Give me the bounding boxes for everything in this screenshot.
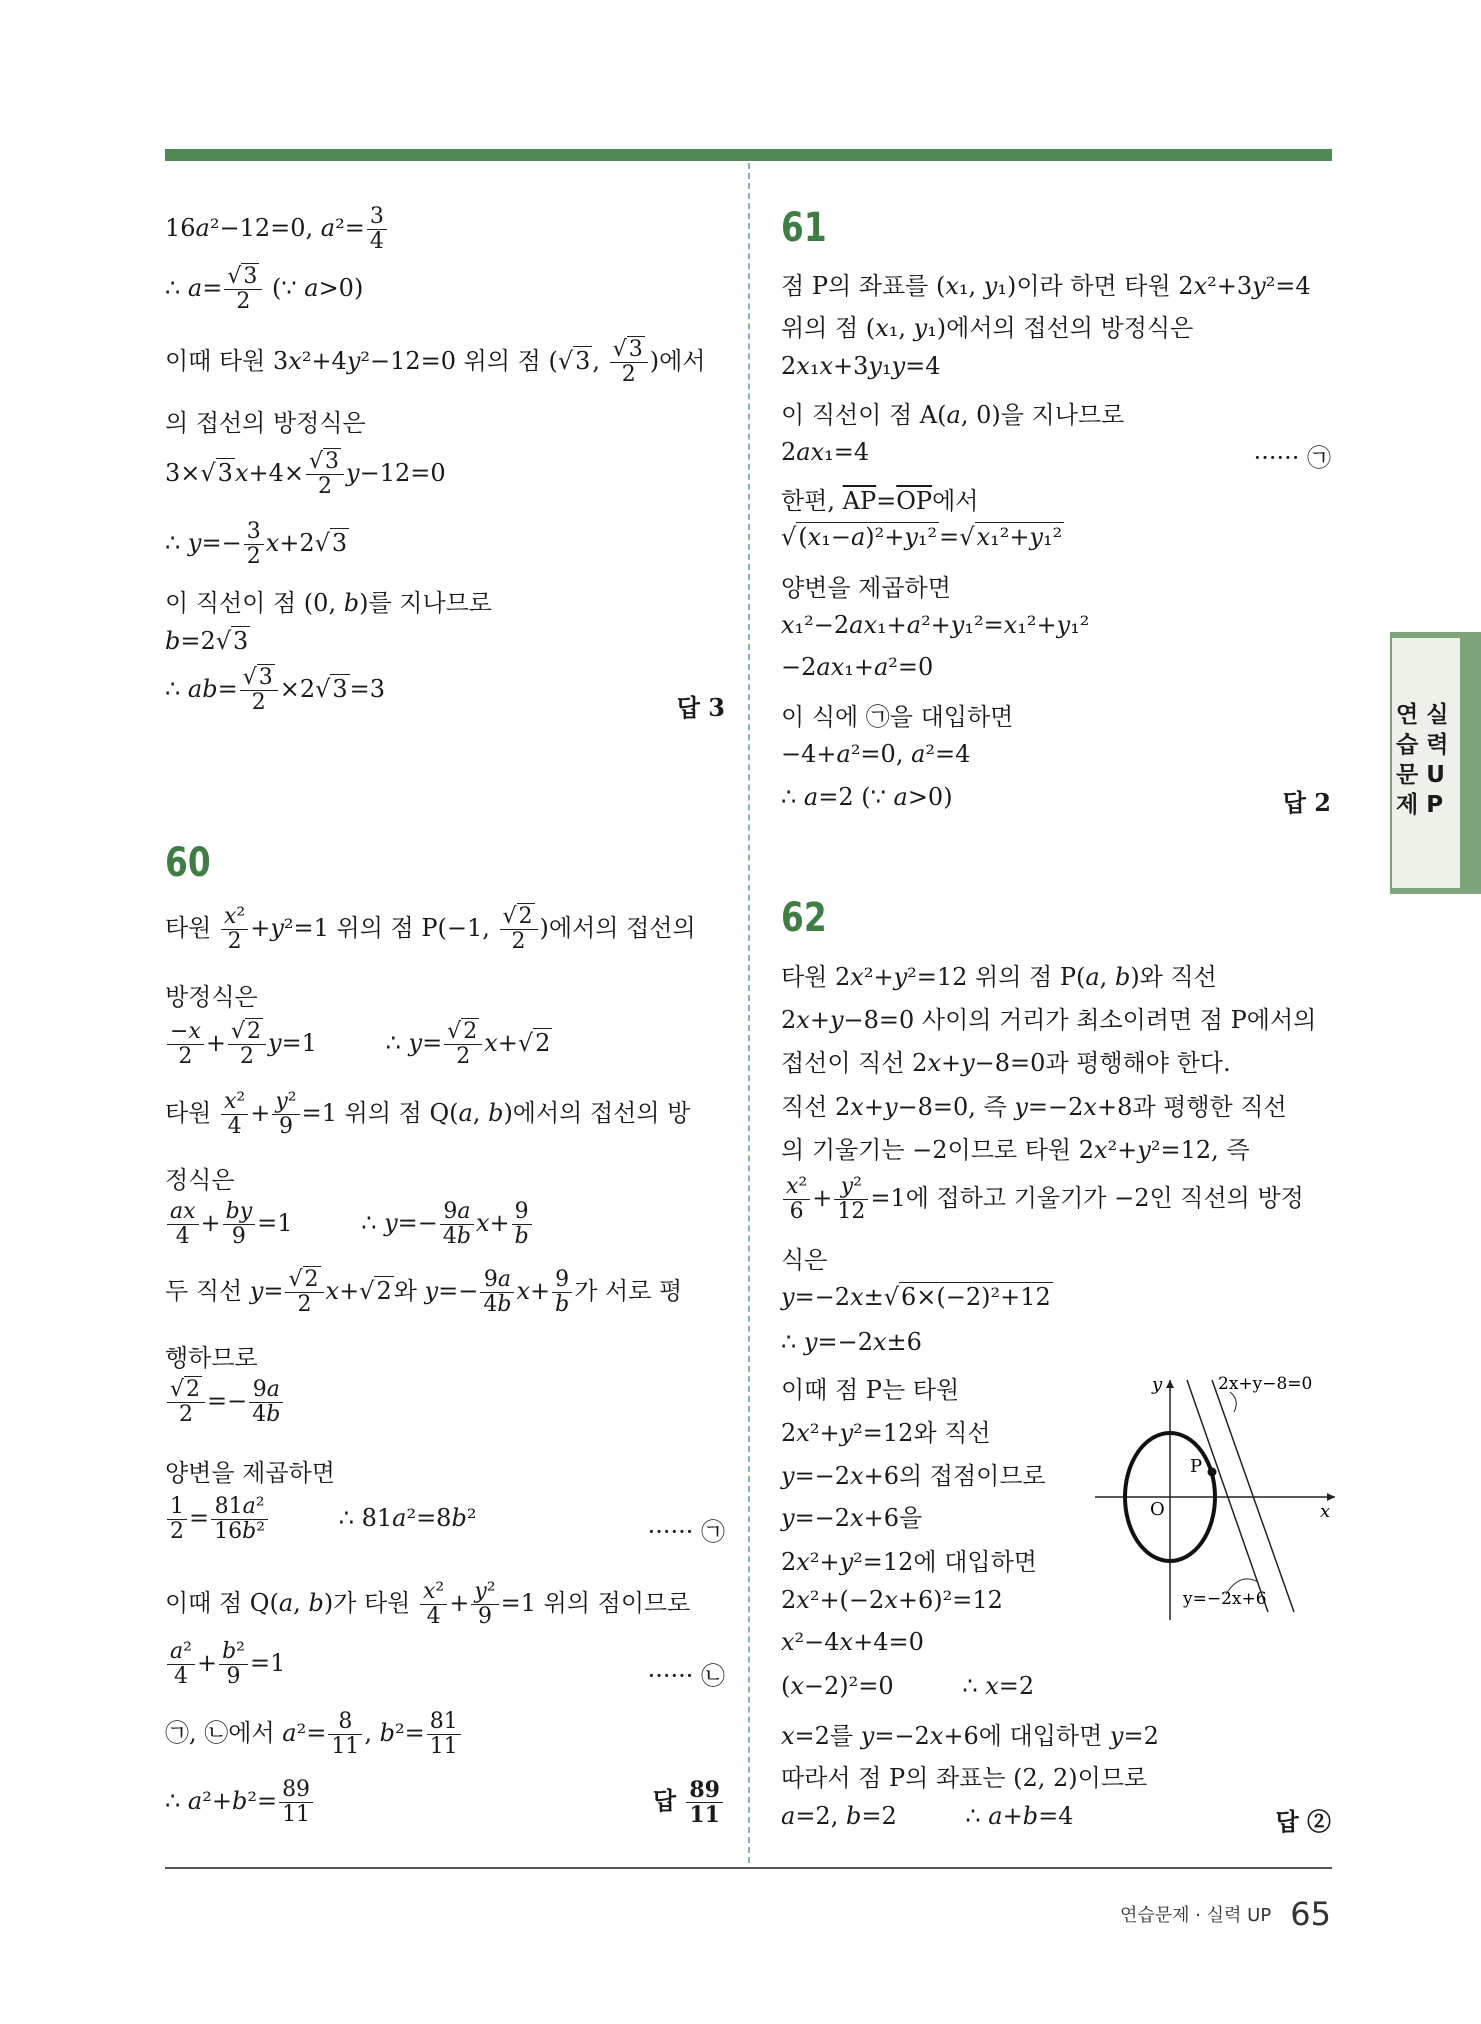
column-divider bbox=[748, 163, 750, 1863]
line: y=−2x+6의 접점이므로 bbox=[781, 1462, 1046, 1490]
line1-label: 2x+y−8=0 bbox=[1218, 1374, 1313, 1394]
answer: 답 2 bbox=[1282, 788, 1331, 817]
line: ∴ a=2 (∵ a>0) bbox=[781, 783, 953, 811]
line: 2x+y−8=0 사이의 거리가 최소이려면 점 P에서의 bbox=[781, 1006, 1317, 1034]
line: 타원 $\frac{\text{x²}}{4}$ + $\frac{\text{y²}}{9}$ =1 위의 점 Q(a, b)에서의 접선의 방 bbox=[165, 1089, 691, 1140]
line: 접선이 직선 2x+y−8=0과 평행해야 한다. bbox=[781, 1049, 1231, 1077]
line: 16a²−12=0, a²= $\frac{3}{4}$ bbox=[165, 205, 389, 254]
line: 타원 $\frac{\text{x²}}{2}$ +y²=1 위의 점 P(−1, $\frac{√2}{2}$ )에서의 접선의 bbox=[165, 904, 696, 955]
line: 이때 타원 3x²+4y²−12=0 위의 점 (√3, $\frac{√3}{2}$ )에서 bbox=[165, 337, 706, 388]
ellipse-tangent-graph bbox=[1090, 1372, 1340, 1622]
line: 따라서 점 P의 좌표는 (2, 2)이므로 bbox=[781, 1764, 1148, 1792]
page-footer bbox=[1120, 1895, 1331, 1933]
side-tab-label: 연 실 습 력 문 U 제 P bbox=[1396, 702, 1449, 818]
line: $\frac{\text{a²}}{4}$ + $\frac{\text{b²}}{9}$ =1 bbox=[165, 1640, 285, 1689]
line: ㉠, ㉡에서 a²= $\frac{8}{11}$ , b²= $\frac{81}{11}$ bbox=[165, 1710, 463, 1759]
line: 한편, $\overline{AP}=\overline{OP}$에서 bbox=[781, 487, 979, 515]
line: 타원 2x²+y²=12 위의 점 P(a, b)와 직선 bbox=[781, 963, 1217, 991]
line2-label: y=−2x+6 bbox=[1183, 1589, 1267, 1609]
line: ∴ y=− $\frac{3}{2}$ x+2√3 bbox=[165, 519, 348, 570]
answer: 답 $\frac{89}{11}$ bbox=[653, 1778, 725, 1827]
x-axis-label: x bbox=[1320, 1501, 1331, 1522]
y-axis-arrow bbox=[1166, 1380, 1174, 1388]
line: 직선 2x+y−8=0, 즉 y=−2x+8과 평행한 직선 bbox=[781, 1093, 1287, 1121]
point-p bbox=[1208, 1468, 1217, 1477]
question-number: 62 bbox=[781, 895, 827, 941]
line: 식은 bbox=[781, 1246, 828, 1274]
line: 이 직선이 점 (0, b)를 지나므로 bbox=[165, 589, 492, 617]
equation-mark: ······ ㉡ bbox=[647, 1662, 725, 1690]
header-bar bbox=[165, 149, 1332, 161]
line: b=2√3 bbox=[165, 627, 249, 655]
origin-label: O bbox=[1150, 1499, 1165, 1520]
answer: 답 ② bbox=[1275, 1807, 1331, 1836]
line: ∴ a²+b²= $\frac{89}{11}$ bbox=[165, 1778, 315, 1827]
line: 이 직선이 점 A(a, 0)을 지나므로 bbox=[781, 401, 1125, 429]
answer: 답 3 bbox=[676, 693, 725, 722]
line: ∴ y=−2x±6 bbox=[781, 1328, 922, 1356]
line: 양변을 제곱하면 bbox=[165, 1459, 335, 1487]
line: 점 P의 좌표를 (x₁, y₁)이라 하면 타원 2x²+3y²=4 bbox=[781, 272, 1311, 300]
question-number: 61 bbox=[781, 205, 827, 251]
line: 의 기울기는 −2이므로 타원 2x²+y²=12, 즉 bbox=[781, 1136, 1250, 1164]
line: x=2를 y=−2x+6에 대입하면 y=2 bbox=[781, 1722, 1159, 1750]
line: $\frac{1}{2}$ = $\frac{\text{81a²}}{\text{16b²}}$ ∴ 81a²=8b² bbox=[165, 1495, 476, 1544]
line: x₁²−2ax₁+a²+y₁²=x₁²+y₁² bbox=[781, 611, 1090, 639]
line: −2ax₁+a²=0 bbox=[781, 653, 934, 681]
equation-mark: ······ ㉠ bbox=[1253, 444, 1331, 472]
line: 정식은 bbox=[165, 1166, 235, 1194]
section-title: 연습문제 · 실력 UP bbox=[1119, 1905, 1272, 1926]
line: 행하므로 bbox=[165, 1344, 258, 1372]
line: (x−2)²=0 ∴ x=2 bbox=[781, 1672, 1035, 1700]
line: y=−2x±√6×(−2)²+12 bbox=[781, 1283, 1051, 1311]
line: 2x²+(−2x+6)²=12 bbox=[781, 1586, 1003, 1614]
line: 2x²+y²=12에 대입하면 bbox=[781, 1548, 1037, 1576]
line: a=2, b=2 ∴ a+b=4 bbox=[781, 1802, 1074, 1830]
point-p-label: P bbox=[1190, 1456, 1203, 1477]
line: $\frac{-x}{2}$ + $\frac{√2}{2}$ y=1 ∴ y= $\frac{√2}{2}$ x+√2 bbox=[165, 1020, 552, 1069]
line: −4+a²=0, a²=4 bbox=[781, 740, 971, 768]
line: 방정식은 bbox=[165, 983, 258, 1011]
footer-rule bbox=[165, 1867, 1332, 1869]
tangent-line bbox=[1187, 1380, 1268, 1612]
y-axis-label: y bbox=[1152, 1374, 1163, 1395]
line: ∴ ab= $\frac{√3}{2}$ ×2√3=3 bbox=[165, 665, 386, 716]
page-number: 65 bbox=[1290, 1895, 1331, 1933]
line: 의 접선의 방정식은 bbox=[165, 409, 366, 437]
line: x²−4x+4=0 bbox=[781, 1628, 924, 1656]
line: $\frac{ax}{4}$ + $\frac{by}{9}$ =1 ∴ y=− $\frac{9a}{4b}$ x+ $\frac{9}{b}$ bbox=[165, 1200, 534, 1249]
question-number: 60 bbox=[165, 840, 211, 886]
line: 이때 점 Q(a, b)가 타원 $\frac{\text{x²}}{4}$ + $\frac{\text{y²}}{9}$ =1 위의 점이므로 bbox=[165, 1579, 691, 1630]
line: $\frac{\text{x²}}{6}$ + $\frac{\text{y²}}{12}$ =1에 접하고 기울기가 −2인 직선의 방정 bbox=[781, 1175, 1304, 1224]
x-axis-arrow bbox=[1327, 1493, 1335, 1501]
line: 2x₁x+3y₁y=4 bbox=[781, 352, 941, 380]
line: ∴ a= $\frac{√3}{2}$ (∵ a>0) bbox=[165, 264, 364, 315]
line: 2ax₁=4 bbox=[781, 438, 870, 466]
line: 이때 점 P는 타원 bbox=[781, 1376, 960, 1404]
line: y=−2x+6을 bbox=[781, 1504, 923, 1532]
leader-line-1 bbox=[1230, 1392, 1236, 1412]
line: 두 직선 y= $\frac{√2}{2}$ x+√2와 y=− $\frac{9a}{4b}$ x+ $\frac{9}{b}$ 가 서로 평 bbox=[165, 1267, 683, 1318]
line: $\frac{√2}{2}$ =− $\frac{9a}{4b}$ bbox=[165, 1378, 285, 1427]
line: 위의 점 (x₁, y₁)에서의 접선의 방정식은 bbox=[781, 314, 1194, 342]
line: √(x₁−a)²+y₁²=√x₁²+y₁² bbox=[781, 523, 1063, 551]
line: 2x²+y²=12와 직선 bbox=[781, 1419, 991, 1447]
given-line bbox=[1212, 1380, 1294, 1612]
line: 3×√3x+4× $\frac{√3}{2}$ y−12=0 bbox=[165, 449, 446, 500]
line: 이 식에 ㉠을 대입하면 bbox=[781, 703, 1014, 731]
equation-mark: ······ ㉠ bbox=[647, 1518, 725, 1546]
line: 양변을 제곱하면 bbox=[781, 574, 951, 602]
